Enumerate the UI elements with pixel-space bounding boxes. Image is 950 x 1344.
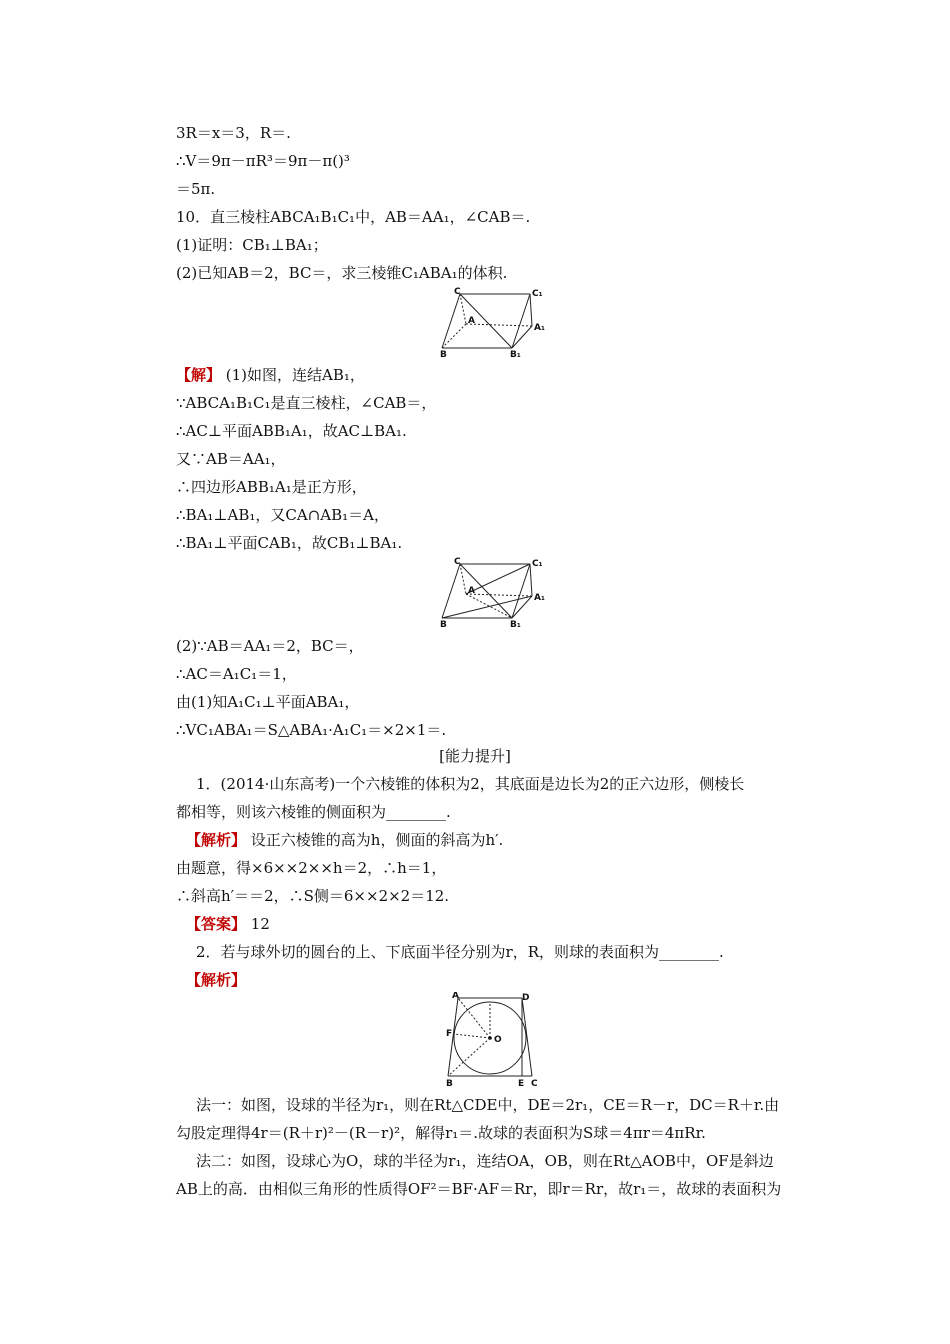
- vertex-label: D: [522, 993, 530, 1003]
- text-line: ∴V＝9π－πR³＝9π－π()³: [176, 152, 350, 170]
- text-line: ∴斜高h′＝＝2，∴S侧＝6××2×2＝12.: [176, 887, 450, 905]
- text-line: ∴AC⊥平面ABB₁A₁，故AC⊥BA₁.: [176, 422, 407, 440]
- vertex-label: E: [518, 1079, 525, 1088]
- frustum-sphere-figure: [440, 992, 544, 1088]
- text-line: 勾股定理得4r＝(R＋r)²－(R－r)²，解得r₁＝.故球的表面积为S球＝4πr＝4πRr.: [176, 1124, 706, 1142]
- text-line: ＝5π.: [176, 180, 216, 198]
- text-line: ∴BA₁⊥平面CAB₁，故CB₁⊥BA₁.: [176, 534, 403, 552]
- text-line: AB上的高．由相似三角形的性质得OF²＝BF·AF＝Rr，即r＝Rr，故r₁＝，故球的表面积为: [176, 1180, 782, 1198]
- vertex-label: F: [446, 1029, 453, 1039]
- vertex-label: A₁: [534, 323, 545, 333]
- method-1-text: 法一：如图，设球的半径为r₁，则在Rt△CDE中，DE＝2r₁，CE＝R－r，DC＝R＋r.由: [196, 1096, 780, 1114]
- text-line: 又∵AB＝AA₁，: [176, 450, 286, 468]
- method-2-text: 法二：如图，设球心为O，球的半径为r₁，连结OA，OB，则在Rt△AOB中，OF是斜边: [196, 1152, 774, 1170]
- solution-tag: 【解】: [176, 366, 222, 384]
- text-line: ∴四边形ABB₁A₁是正方形，: [176, 478, 367, 496]
- text-line: ∵ABCA₁B₁C₁是直三棱柱，∠CAB＝，: [176, 394, 437, 412]
- vertex-label: C: [531, 1079, 538, 1088]
- solution-line: [176, 365, 365, 385]
- analysis-tag: 【解析】: [186, 831, 247, 849]
- text-line: (1)证明：CB₁⊥BA₁；: [176, 236, 328, 254]
- vertex-label: C₁: [532, 289, 543, 299]
- vertex-label: A: [468, 316, 475, 326]
- text-line: 都相等，则该六棱锥的侧面积为________.: [176, 803, 451, 821]
- vertex-label: A: [452, 992, 459, 1001]
- vertex-label: B₁: [510, 620, 521, 628]
- analysis-line: [186, 970, 246, 990]
- analysis-tag: 【解析】: [186, 971, 247, 989]
- vertex-label: B: [446, 1079, 453, 1088]
- vertex-label: B₁: [510, 350, 521, 358]
- vertex-label: A: [468, 586, 475, 596]
- text-line: (2)∵AB＝AA₁＝2，BC＝，: [176, 637, 364, 655]
- text-line: ∴BA₁⊥AB₁，又CA∩AB₁＝A，: [176, 506, 389, 524]
- problem-10-title: 10．直三棱柱ABCA₁B₁C₁中，AB＝AA₁，∠CAB＝.: [176, 208, 531, 226]
- text-line: 3R＝x＝3，R＝.: [176, 124, 291, 142]
- problem-2-text: 2．若与球外切的圆台的上、下底面半径分别为r，R，则球的表面积为________.: [196, 943, 724, 961]
- text-line: (2)已知AB＝2，BC＝，求三棱锥C₁ABA₁的体积.: [176, 264, 508, 282]
- text-line: ∴VC₁ABA₁＝S△ABA₁·A₁C₁＝×2×1＝.: [176, 721, 447, 739]
- text-line: ∴AC＝A₁C₁＝1，: [176, 665, 297, 683]
- prism-figure-2: [438, 556, 550, 628]
- analysis-line: [186, 830, 503, 850]
- text-line: 由题意，得×6××2××h＝2，∴h＝1，: [176, 859, 447, 877]
- text-span: (1)如图，连结AB₁，: [221, 366, 365, 384]
- vertex-label: B: [440, 620, 447, 628]
- problem-1-text: 1．(2014·山东高考)一个六棱锥的体积为2，其底面是边长为2的正六边形，侧棱长: [196, 775, 745, 793]
- answer-tag: 【答案】: [186, 915, 247, 933]
- text-span: 12: [246, 915, 270, 933]
- prism-figure-1: [438, 286, 550, 358]
- vertex-label: C: [454, 557, 461, 567]
- vertex-label: O: [494, 1035, 502, 1045]
- vertex-label: B: [440, 350, 447, 358]
- answer-line: [186, 914, 270, 934]
- vertex-label: C₁: [532, 559, 543, 569]
- section-heading: [能力提升]: [439, 747, 511, 765]
- vertex-label: C: [454, 287, 461, 297]
- text-span: 设正六棱锥的高为h，侧面的斜高为h′.: [246, 831, 504, 849]
- text-line: 由(1)知A₁C₁⊥平面ABA₁，: [176, 693, 360, 711]
- vertex-label: A₁: [534, 593, 545, 603]
